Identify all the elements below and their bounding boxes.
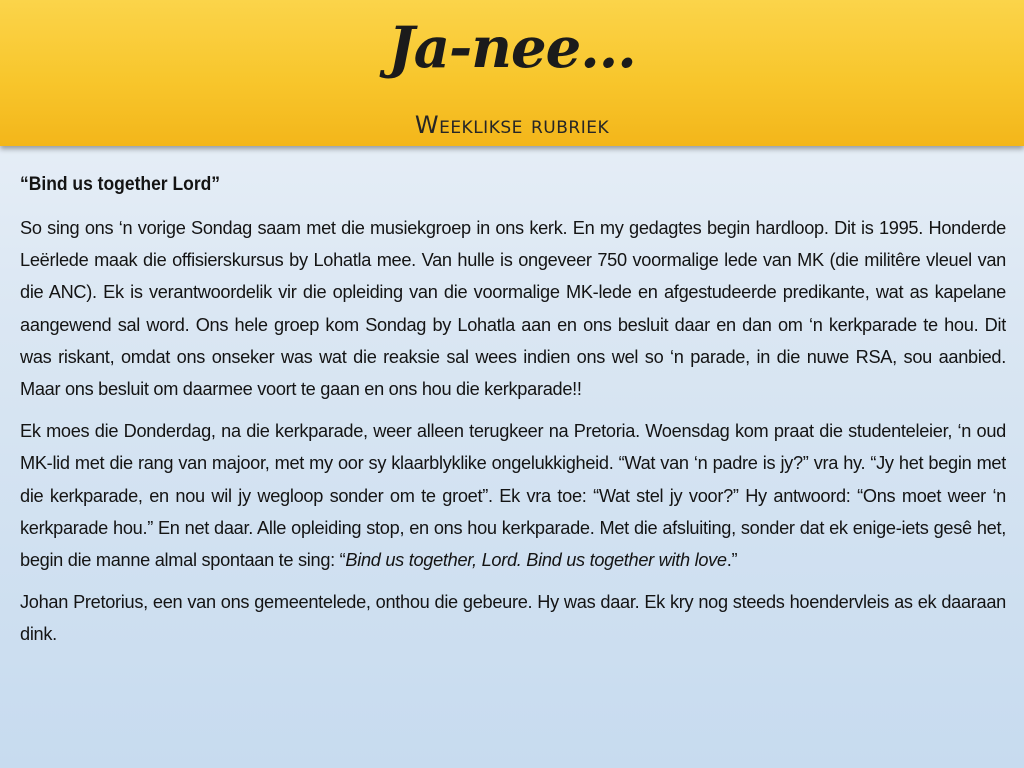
header-banner	[0, 0, 1024, 146]
paragraph-2	[20, 415, 1006, 576]
paragraph-2-end: .”	[726, 550, 738, 571]
paragraph-2-text: Ek moes die Donderdag, na die kerkparade, weer alleen terugkeer na Pretoria. Woensdag kom praat die studenteleier, ‘n oud MK-lid met die rang van majoor, met my oor sy klaarblyklike ongelukkigheid. “Wat van ‘n padre is jy?” vra hy. “Jy het begin met die kerkparade, en nou wil jy wegloop sonder om te groet”. Ek vra toe: “Wat stel jy voor?” Hy antwoord: “Ons moet weer ‘n kerkparade hou.” En net daar. Alle opleiding stop, en ons hou kerkparade. Met die afsluiting, sonder dat ek enige-iets gesê het, begin die manne almal spontaan te sing: “	[20, 421, 1006, 571]
article-heading: “Bind us together Lord”	[20, 174, 221, 195]
column-subtitle: Weeklikse rubriek	[414, 111, 610, 139]
article-body	[20, 172, 1006, 768]
paragraph-1: So sing ons ‘n vorige Sondag saam met die musiekgroep in ons kerk. En my gedagtes begin hardloop. Dit is 1995. Honderde Leërlede maak die offisierskursus by Lohatla mee. Van hulle is ongeveer 750 voormalige lede van MK (die militêre vleuel van die ANC). Ek is verantwoordelik vir die opleiding van die voormalige MK-lede en afgestudeerde predikante, wat as kapelane aangewend sal word. Ons hele groep kom Sondag by Lohatla aan en ons besluit daar en dan om ‘n kerkparade te hou. Dit was riskant, omdat ons onseker was wat die reaksie sal wees indien ons wel so ‘n parade, in die nuwe RSA, sou aanbied. Maar ons besluit om daarmee voort te gaan en ons hou die kerkparade!!	[20, 218, 1006, 400]
paragraph-3: Johan Pretorius, een van ons gemeentelede, onthou die gebeure. Hy was daar. Ek kry nog steeds hoendervleis as ek daaraan dink.	[20, 592, 1006, 645]
paragraph-2-quote: Bind us together, Lord. Bind us together with love	[345, 550, 727, 571]
column-title: Ja-nee...	[388, 15, 636, 81]
